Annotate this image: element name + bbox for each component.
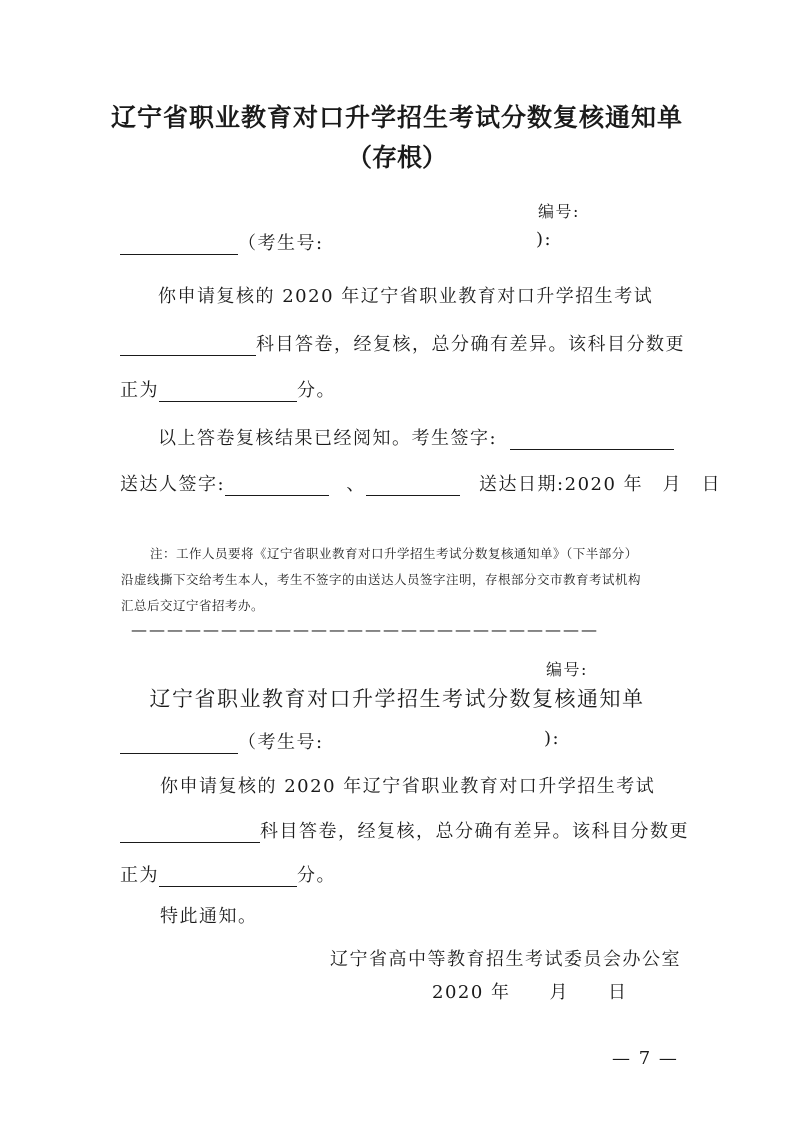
stub-score-blank	[159, 383, 297, 402]
notice-para1-line2	[120, 817, 689, 843]
stub-subject-blank	[120, 337, 256, 356]
notice-issuer: 辽宁省高中等教育招生考试委员会办公室	[330, 949, 681, 970]
stub-number-label: 编号:	[538, 202, 580, 221]
notice-para1-line3	[120, 861, 336, 887]
stub-deliverer-blank-1	[225, 477, 329, 496]
stub-exam-no-open: （考生号:	[238, 233, 324, 254]
notice-name-blank	[120, 735, 238, 754]
stub-deliverer-label: 送达人签字:	[120, 474, 226, 495]
stub-name-blank	[120, 236, 238, 255]
stub-para1-line3-b: 分。	[297, 380, 336, 401]
notice-para1-line3-b: 分。	[297, 865, 336, 886]
stub-note-line2: 沿虚线撕下交给考生本人，考生不签字的由送达人员签字注明，存根部分交市教育考试机构	[121, 572, 642, 587]
notice-para1-line3-a: 正为	[120, 865, 159, 886]
notice-exam-no-open: （考生号:	[238, 732, 324, 753]
stub-para1-line3-a: 正为	[120, 380, 159, 401]
stub-note-line3: 汇总后交辽宁省招考办。	[121, 598, 265, 613]
stub-exam-no-row	[120, 229, 324, 255]
notice-exam-no-close: ):	[544, 728, 561, 749]
stub-ack-text: 以上答卷复核结果已经阅知。考生签字:	[158, 428, 498, 449]
stub-delivery-date: 送达日期:2020 年 月 日	[479, 474, 722, 495]
stub-exam-no-close: ):	[536, 229, 553, 250]
stub-delivery-row	[120, 470, 721, 496]
stub-para1-line2-text: 科目答卷，经复核，总分确有差异。该科目分数更	[256, 334, 685, 355]
stub-ack-row	[158, 424, 674, 450]
notice-subject-blank	[120, 824, 260, 843]
notice-title: 辽宁省职业教育对口升学招生考试分数复核通知单	[149, 687, 645, 711]
stub-deliverer-blank-2	[366, 477, 460, 496]
notice-score-blank	[159, 868, 297, 887]
stub-student-signature-blank	[510, 431, 674, 450]
notice-closing: 特此通知。	[160, 906, 258, 927]
notice-exam-no-row	[120, 728, 324, 754]
notice-date: 2020 年 月 日	[432, 982, 628, 1003]
stub-note-line1: 注：工作人员要将《辽宁省职业教育对口升学招生考试分数复核通知单》（下半部分）	[150, 546, 638, 561]
stub-title: 辽宁省职业教育对口升学招生考试分数复核通知单	[110, 103, 683, 132]
notice-para1-line1: 你申请复核的 2020 年辽宁省职业教育对口升学招生考试	[160, 776, 656, 797]
stub-separator: 、	[346, 474, 366, 495]
tear-off-dashed-line: ——————————————————————————	[131, 620, 599, 634]
stub-para1-line3	[120, 376, 336, 402]
stub-para1-line1: 你申请复核的 2020 年辽宁省职业教育对口升学招生考试	[158, 286, 654, 307]
stub-subtitle: （存根）	[346, 143, 447, 172]
notice-number-label: 编号:	[546, 660, 588, 679]
page-number: — 7 —	[612, 1048, 679, 1069]
notice-para1-line2-text: 科目答卷，经复核，总分确有差异。该科目分数更	[260, 821, 689, 842]
stub-para1-line2	[120, 330, 685, 356]
